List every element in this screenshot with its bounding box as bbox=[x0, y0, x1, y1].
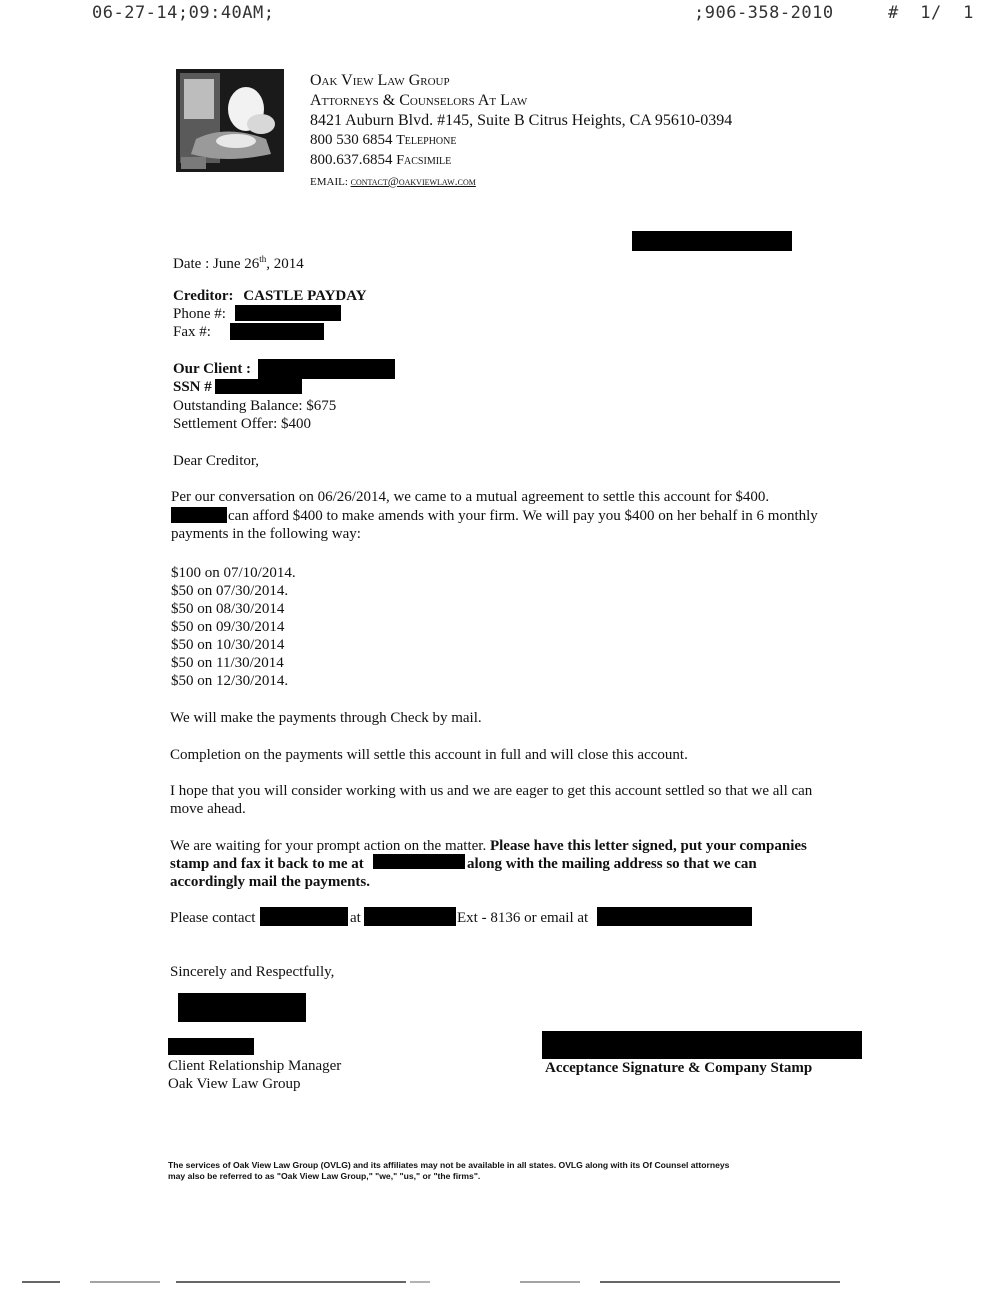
contact-text-a: Please contact bbox=[170, 910, 256, 926]
scan-artifact bbox=[22, 1281, 60, 1283]
firm-address: 8421 Auburn Blvd. #145, Suite B Citrus Heights, CA 95610-0394 bbox=[310, 112, 733, 129]
fax-number: ;906-358-2010 bbox=[694, 3, 834, 23]
date-year: , 2014 bbox=[266, 256, 304, 272]
salutation: Dear Creditor, bbox=[173, 453, 260, 469]
phone-label: Phone #: bbox=[173, 306, 226, 322]
firm-name: Oak View Law Group bbox=[310, 72, 450, 89]
body-p1-line3: payments in the following way: bbox=[171, 526, 361, 542]
email-link[interactable]: contact@oakviewlaw.com bbox=[350, 174, 476, 188]
payment-item: $50 on 09/30/2014 bbox=[171, 619, 285, 635]
redacted-ssn bbox=[215, 379, 302, 394]
creditor-phone bbox=[173, 305, 226, 323]
telephone-label: Telephone bbox=[396, 133, 457, 148]
body-p1-line1: Per our conversation on 06/26/2014, we came to a mutual agreement to settle this account for $400. bbox=[171, 489, 770, 505]
body-p2: We will make the payments through Check by mail. bbox=[170, 710, 482, 726]
body-p4-line2: move ahead. bbox=[170, 801, 246, 817]
redacted-fax-number bbox=[373, 854, 465, 869]
redacted-phone bbox=[235, 305, 341, 321]
scan-artifact bbox=[90, 1281, 160, 1283]
payment-item: $100 on 07/10/2014. bbox=[171, 565, 296, 581]
email-label: EMAIL: bbox=[310, 176, 348, 188]
body-p3: Completion on the payments will settle this account in full and will close this account. bbox=[170, 747, 688, 763]
logo-image bbox=[176, 69, 284, 172]
firm-logo bbox=[176, 69, 284, 172]
payment-item: $50 on 07/30/2014. bbox=[171, 583, 289, 599]
fax-datetime: 06-27-14;09:40AM; bbox=[92, 3, 275, 23]
date-suffix: th bbox=[259, 254, 267, 264]
firm-email bbox=[310, 174, 476, 189]
redacted-block bbox=[632, 231, 792, 251]
outstanding-balance: Outstanding Balance: $675 bbox=[173, 398, 337, 414]
scan-artifact bbox=[600, 1281, 840, 1283]
fax-label: Fax #: bbox=[173, 324, 211, 340]
scan-artifact bbox=[520, 1281, 580, 1283]
signer-title: Client Relationship Manager bbox=[168, 1058, 342, 1074]
settlement-offer: Settlement Offer: $400 bbox=[173, 416, 312, 432]
contact-text-c: Ext - 8136 or email at bbox=[457, 910, 589, 926]
facsimile-label: Facsimile bbox=[396, 153, 452, 168]
redacted-signature bbox=[178, 993, 306, 1022]
acceptance-label: Acceptance Signature & Company Stamp bbox=[545, 1060, 813, 1076]
client-label: Our Client : bbox=[173, 361, 252, 377]
p5-bold1: Please have this letter signed, put your companies bbox=[489, 838, 807, 854]
redacted-fax bbox=[230, 323, 324, 340]
creditor-line bbox=[173, 287, 367, 305]
payment-item: $50 on 10/30/2014 bbox=[171, 637, 285, 653]
body-p5-line3: accordingly mail the payments. bbox=[170, 874, 370, 890]
creditor-label: Creditor: bbox=[173, 288, 234, 304]
creditor-name: CASTLE PAYDAY bbox=[243, 288, 367, 304]
body-p1-line2: can afford $400 to make amends with your firm. We will pay you $400 on her behalf in 6 monthly bbox=[228, 508, 818, 524]
scan-artifact bbox=[176, 1281, 406, 1283]
contact-text-b: at bbox=[350, 910, 361, 926]
footer-line2: may also be referred to as "Oak View Law Group," "we," "us," or "the firms". bbox=[168, 1171, 481, 1181]
creditor-fax bbox=[173, 323, 211, 341]
signer-company: Oak View Law Group bbox=[168, 1076, 301, 1092]
redacted-acceptance-signature bbox=[542, 1031, 862, 1059]
body-p5-line1 bbox=[170, 837, 807, 855]
redacted-contact-name bbox=[260, 907, 348, 926]
firm-tagline: Attorneys & Counselors At Law bbox=[310, 92, 528, 109]
scan-artifact bbox=[410, 1281, 430, 1283]
footer-line1: The services of Oak View Law Group (OVLG) and its affiliates may not be available in all states. OVLG along with its Of Counsel attorneys bbox=[168, 1160, 730, 1170]
body-p5-line2a: stamp and fax it back to me at bbox=[170, 856, 364, 872]
redacted-signer-name bbox=[168, 1038, 254, 1055]
payment-item: $50 on 12/30/2014. bbox=[171, 673, 289, 689]
firm-facsimile bbox=[310, 152, 451, 169]
closing: Sincerely and Respectfully, bbox=[170, 964, 335, 980]
redacted-client-name bbox=[171, 507, 227, 523]
fax-page: # 1/ 1 bbox=[888, 3, 974, 23]
payment-item: $50 on 08/30/2014 bbox=[171, 601, 285, 617]
body-p5-line2b: along with the mailing address so that we can bbox=[467, 856, 757, 872]
date-text: Date : June 26 bbox=[173, 256, 260, 272]
ssn-label: SSN # bbox=[173, 379, 212, 395]
p5-normal: We are waiting for your prompt action on the matter. bbox=[170, 838, 487, 854]
redacted-contact-email bbox=[597, 907, 752, 926]
body-p4-line1: I hope that you will consider working with us and we are eager to get this account settled so that we all can bbox=[170, 783, 813, 799]
redacted-client bbox=[258, 359, 395, 379]
redacted-contact-phone bbox=[364, 907, 456, 926]
letter-date bbox=[173, 250, 304, 273]
payment-item: $50 on 11/30/2014 bbox=[171, 655, 284, 671]
firm-telephone bbox=[310, 132, 456, 149]
telephone-number: 800 530 6854 bbox=[310, 132, 393, 148]
facsimile-number: 800.637.6854 bbox=[310, 152, 393, 168]
